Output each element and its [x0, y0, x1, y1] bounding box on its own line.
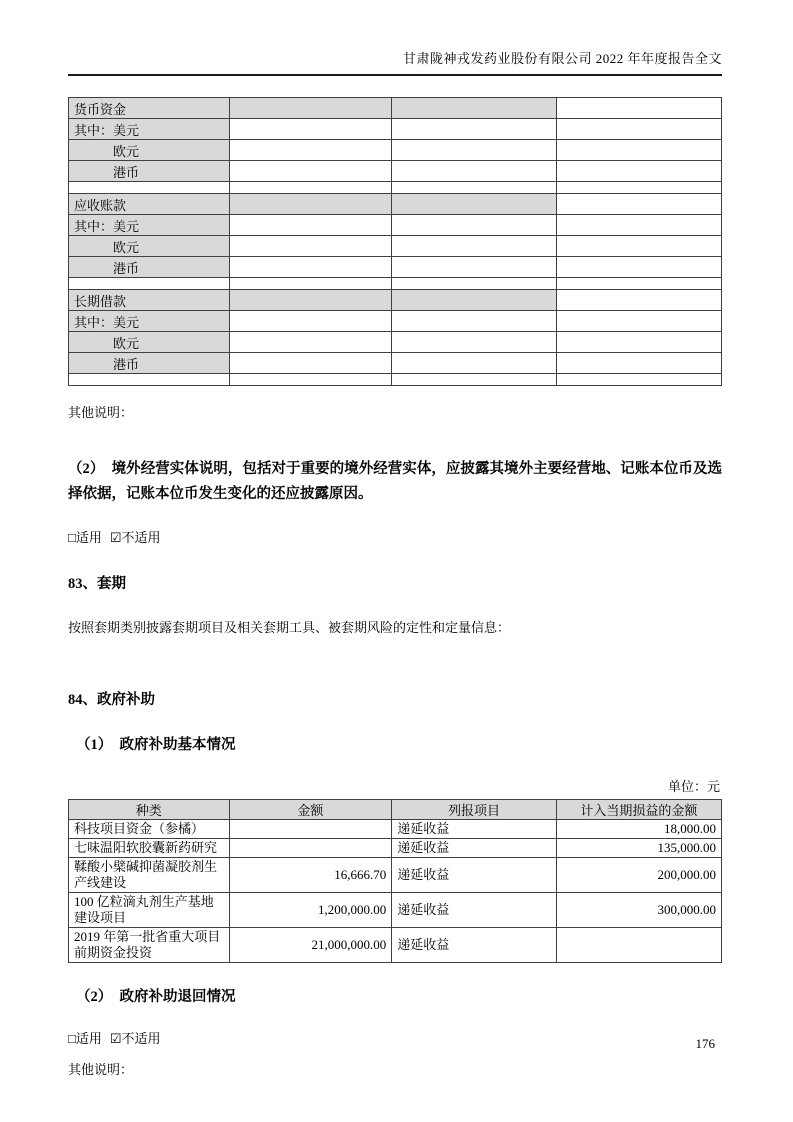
- empty-cell: [556, 353, 721, 374]
- table-row: [69, 311, 722, 332]
- subsidy-sub1-heading: （1） 政府补助基本情况: [76, 737, 236, 753]
- table-row-blank: [69, 278, 722, 290]
- applicable-label: 适用: [75, 1031, 102, 1046]
- column-header-item: 列报项目: [392, 800, 557, 820]
- page-header-title: 甘肃陇神戎发药业股份有限公司 2022 年年度报告全文: [68, 48, 722, 76]
- checkbox-checked-icon: ☑: [109, 1031, 122, 1046]
- empty-cell: [556, 374, 721, 386]
- empty-cell: [229, 257, 392, 278]
- table-row: [69, 290, 722, 311]
- table-row: [69, 928, 722, 963]
- checkbox-unchecked-icon: □: [68, 1031, 76, 1046]
- row-label: 欧元: [69, 332, 230, 353]
- row-label: 港币: [69, 257, 230, 278]
- empty-cell: [229, 374, 392, 386]
- empty-cell: [229, 353, 392, 374]
- subsidy-type: 100 亿粒滴丸剂生产基地建设项目: [69, 893, 230, 928]
- table-row: [69, 140, 722, 161]
- column-header-amount: 金额: [229, 800, 392, 820]
- other-notes-label: 其他说明：: [68, 1062, 134, 1077]
- empty-cell: [392, 353, 557, 374]
- subsidy-current-period: [556, 928, 721, 963]
- row-label: 欧元: [69, 236, 230, 257]
- table-row: [69, 161, 722, 182]
- section-84-heading: 84、政府补助: [68, 692, 155, 708]
- other-notes-label: 其他说明：: [68, 405, 134, 420]
- empty-cell: [392, 311, 557, 332]
- row-label: 应收账款: [69, 194, 230, 215]
- empty-cell: [69, 278, 230, 290]
- empty-cell: [556, 194, 721, 215]
- row-label: 其中：美元: [69, 119, 230, 140]
- applicability-line: [68, 527, 722, 546]
- table-row-blank: [69, 374, 722, 386]
- empty-cell: [556, 290, 721, 311]
- table-row: [69, 893, 722, 928]
- empty-cell: [392, 215, 557, 236]
- subsidy-current-period: 300,000.00: [556, 893, 721, 928]
- empty-cell: [556, 257, 721, 278]
- empty-cell: [556, 140, 721, 161]
- empty-cell: [392, 257, 557, 278]
- unit-label: 单位：元: [667, 779, 720, 794]
- subsidy-item: 递延收益: [392, 893, 557, 928]
- subsidy-item: 递延收益: [392, 928, 557, 963]
- row-label: 其中：美元: [69, 311, 230, 332]
- subsidy-item: 递延收益: [392, 858, 557, 893]
- empty-cell: [392, 140, 557, 161]
- page-number: 176: [695, 1036, 715, 1051]
- table-row: [69, 353, 722, 374]
- empty-cell: [556, 332, 721, 353]
- subsidy-sub2-heading: （2） 政府补助退回情况: [76, 989, 236, 1005]
- empty-cell: [556, 278, 721, 290]
- table-row: [69, 858, 722, 893]
- empty-cell: [556, 182, 721, 194]
- empty-cell: [556, 215, 721, 236]
- empty-cell: [229, 119, 392, 140]
- subsidy-current-period: 135,000.00: [556, 839, 721, 858]
- empty-cell: [229, 290, 392, 311]
- table-row: [69, 98, 722, 119]
- row-label: 欧元: [69, 140, 230, 161]
- checkbox-unchecked-icon: □: [68, 530, 76, 545]
- subsidy-type: 七味温阳软胶囊新药研究: [69, 839, 230, 858]
- table-header-row: [69, 800, 722, 820]
- table-row: [69, 839, 722, 858]
- empty-cell: [392, 374, 557, 386]
- subsidy-amount: 1,200,000.00: [229, 893, 392, 928]
- empty-cell: [229, 182, 392, 194]
- empty-cell: [392, 236, 557, 257]
- empty-cell: [392, 161, 557, 182]
- empty-cell: [69, 182, 230, 194]
- subsidy-amount: 21,000,000.00: [229, 928, 392, 963]
- empty-cell: [392, 332, 557, 353]
- empty-cell: [229, 236, 392, 257]
- empty-cell: [556, 98, 721, 119]
- not-applicable-label: 不适用: [121, 1031, 161, 1046]
- subsidy-current-period: 200,000.00: [556, 858, 721, 893]
- subsidy-amount: [229, 839, 392, 858]
- applicable-label: 适用: [75, 530, 102, 545]
- column-header-current-period: 计入当期损益的金额: [556, 800, 721, 820]
- table-row: [69, 215, 722, 236]
- empty-cell: [392, 182, 557, 194]
- subsidy-item: 递延收益: [392, 820, 557, 839]
- empty-cell: [556, 161, 721, 182]
- applicability-line: [68, 1028, 722, 1047]
- section-83-heading: 83、套期: [68, 576, 126, 592]
- row-label: 港币: [69, 161, 230, 182]
- subsidy-type: 科技项目资金（参橘）: [69, 820, 230, 839]
- empty-cell: [229, 194, 392, 215]
- not-applicable-label: 不适用: [121, 530, 161, 545]
- empty-cell: [69, 374, 230, 386]
- empty-cell: [392, 278, 557, 290]
- table-row: [69, 236, 722, 257]
- table-row: [69, 820, 722, 839]
- table-row: [69, 332, 722, 353]
- subsidy-current-period: 18,000.00: [556, 820, 721, 839]
- table-row: [69, 194, 722, 215]
- empty-cell: [229, 215, 392, 236]
- empty-cell: [392, 290, 557, 311]
- row-label: 长期借款: [69, 290, 230, 311]
- table-row-blank: [69, 182, 722, 194]
- empty-cell: [229, 98, 392, 119]
- subsidy-amount: [229, 820, 392, 839]
- empty-cell: [556, 119, 721, 140]
- empty-cell: [556, 311, 721, 332]
- empty-cell: [392, 194, 557, 215]
- empty-cell: [229, 161, 392, 182]
- subsidy-type: 鞣酸小檗碱抑菌凝胶剂生产线建设: [69, 858, 230, 893]
- section-83-body: 按照套期类别披露套期项目及相关套期工具、被套期风险的定性和定量信息：: [68, 620, 511, 635]
- foreign-currency-table: [68, 97, 722, 386]
- checkbox-checked-icon: ☑: [109, 530, 122, 545]
- empty-cell: [392, 98, 557, 119]
- row-label: 港币: [69, 353, 230, 374]
- table-row: [69, 119, 722, 140]
- row-label: 货币资金: [69, 98, 230, 119]
- empty-cell: [229, 332, 392, 353]
- row-label: 其中：美元: [69, 215, 230, 236]
- empty-cell: [556, 236, 721, 257]
- empty-cell: [392, 119, 557, 140]
- empty-cell: [229, 140, 392, 161]
- empty-cell: [229, 311, 392, 332]
- subsidy-amount: 16,666.70: [229, 858, 392, 893]
- subsidy-item: 递延收益: [392, 839, 557, 858]
- overseas-entities-heading: （2） 境外经营实体说明，包括对于重要的境外经营实体，应披露其境外主要经营地、记账本位币及选择依据，记账本位币发生变化的还应披露原因。: [68, 461, 722, 502]
- column-header-type: 种类: [69, 800, 230, 820]
- subsidy-type: 2019 年第一批省重大项目前期资金投资: [69, 928, 230, 963]
- table-row: [69, 257, 722, 278]
- empty-cell: [229, 278, 392, 290]
- government-subsidy-table: [68, 799, 722, 963]
